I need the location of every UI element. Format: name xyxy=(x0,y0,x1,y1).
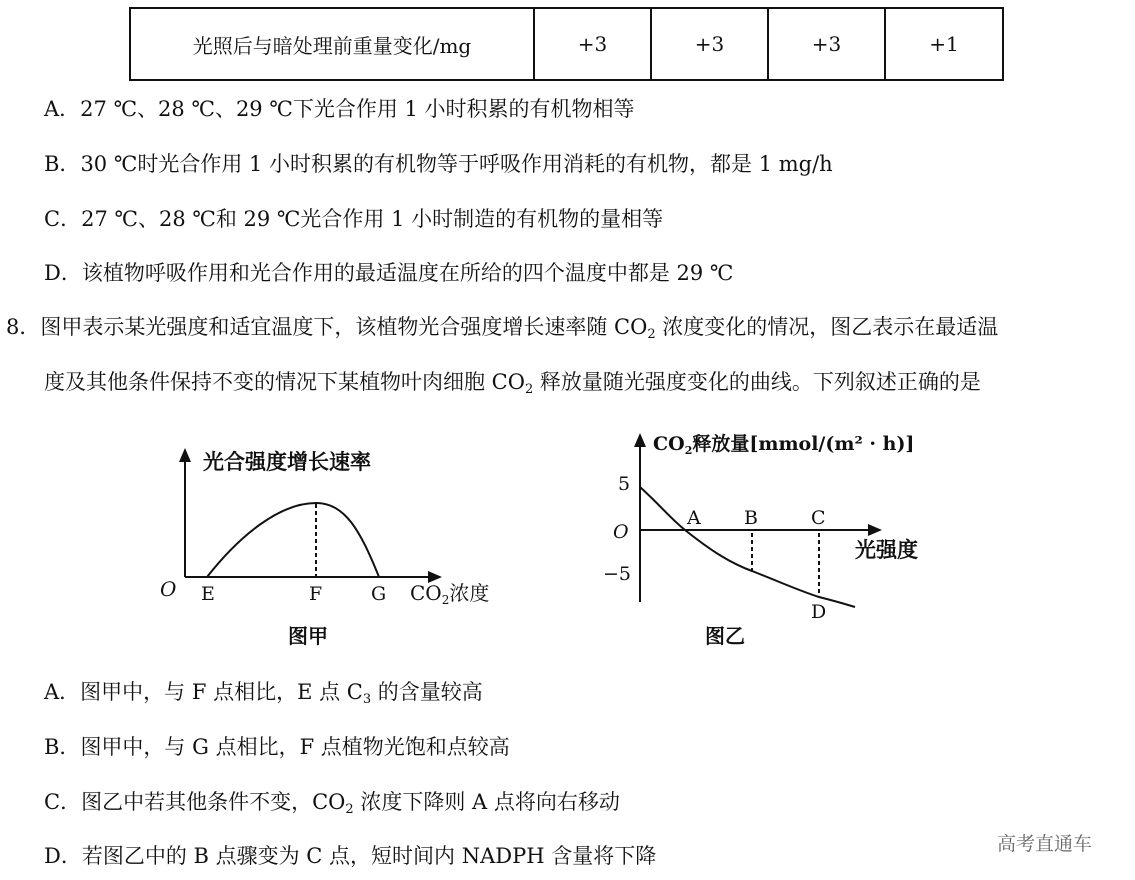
q8-stem-line1: 8．图甲表示某光强度和适宜温度下，该植物光合强度增长速率随 $CO_2$ 浓度变化的情况，图乙表示在最适温 xyxy=(6,315,999,342)
y-axis-label: 光合强度增长速率 xyxy=(203,449,371,474)
q8-option-a: A．图甲中，与 F 点相比，E 点 $C_3$ 的含量较高 xyxy=(44,680,483,707)
q8-option-b: B．图甲中，与 G 点相比，F 点植物光饱和点较高 xyxy=(44,735,510,759)
q7-option-a: A．27 ℃、28 ℃、29 ℃下光合作用 1 小时积累的有机物相等 xyxy=(44,97,635,121)
q7-option-d: D．该植物呼吸作用和光合作用的最适温度在所给的四个温度中都是 29 ℃ xyxy=(44,261,734,285)
y-axis-label: $CO_2$释放量[mmol/(m² · h)] xyxy=(653,433,915,457)
cell: +3 xyxy=(534,8,651,80)
q8-option-c: C．图乙中若其他条件不变，$CO_2$ 浓度下降则 A 点将向右移动 xyxy=(44,790,620,817)
curve xyxy=(207,503,379,577)
x-axis-label: 光强度 xyxy=(855,537,918,562)
q8-stem-line2: 度及其他条件保持不变的情况下某植物叶肉细胞 $CO_2$ 释放量随光强度变化的曲线。下列叙述正确的是 xyxy=(44,370,981,397)
watermark: 高考直通车 xyxy=(997,833,1093,855)
row-label: 光照后与暗处理前重量变化/mg xyxy=(130,8,534,80)
figure-yi xyxy=(603,432,918,648)
point-f: F xyxy=(309,583,323,605)
q7-option-b: B．30 ℃时光合作用 1 小时积累的有机物等于呼吸作用消耗的有机物，都是 1 mg/h xyxy=(44,152,833,176)
point-a: A xyxy=(687,507,701,529)
q7-option-c: C．27 ℃、28 ℃和 29 ℃光合作用 1 小时制造的有机物的量相等 xyxy=(44,207,664,231)
point-d: D xyxy=(811,601,827,623)
point-c: C xyxy=(811,507,826,529)
tick-5: 5 xyxy=(618,473,631,495)
figure-jia xyxy=(160,449,489,648)
origin-label: O xyxy=(613,521,629,543)
curve xyxy=(640,487,855,607)
cell: +1 xyxy=(885,8,1003,80)
tick-minus-5: −5 xyxy=(603,563,632,585)
x-axis-label: $CO_2$浓度 xyxy=(410,581,490,607)
point-b: B xyxy=(744,507,758,529)
point-e: E xyxy=(201,583,215,605)
caption: 图甲 xyxy=(288,624,328,648)
point-g: G xyxy=(371,583,387,605)
cell: +3 xyxy=(651,8,768,80)
origin-label: O xyxy=(160,577,177,601)
cell: +3 xyxy=(768,8,885,80)
caption: 图乙 xyxy=(705,624,745,648)
q8-option-d: D．若图乙中的 B 点骤变为 C 点，短时间内 NADPH 含量将下降 xyxy=(44,844,657,868)
